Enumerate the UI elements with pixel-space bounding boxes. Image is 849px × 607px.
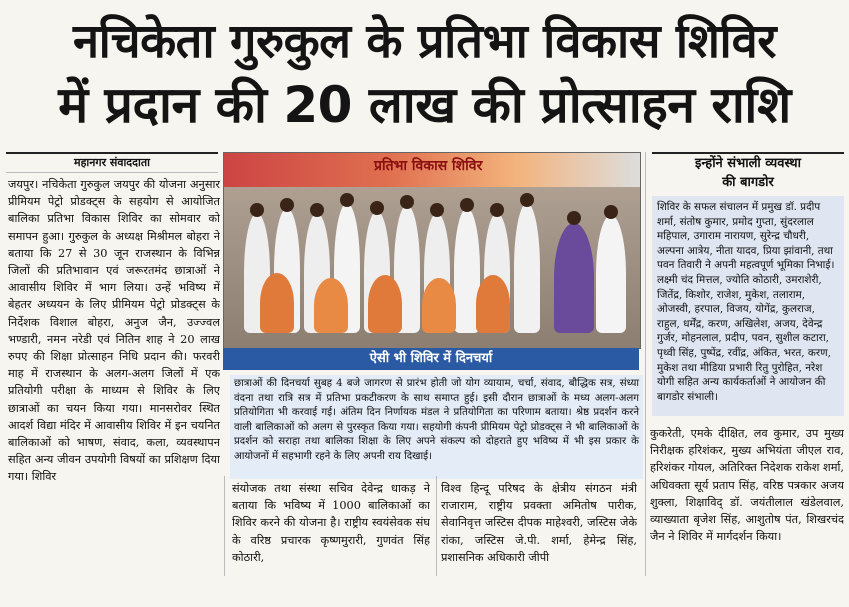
- column-divider: [645, 152, 646, 576]
- column-divider: [224, 476, 225, 576]
- sidebar-title-line-2: की बागडोर: [722, 175, 774, 190]
- sidebar-title-line-1: इन्होंने संभाली व्यवस्था: [695, 156, 801, 171]
- column-divider: [436, 476, 437, 576]
- sidebar-text: शिविर के सफल संचालन में प्रमुख डॉ. प्रदीप शर्मा, संतोष कुमार, प्रमोद गुप्ता, सुंदरलाल महिपाल, उगाराम नारायण, सुरेन्द्र चौधरी, अल्पना आत्रेय, नीता यादव, प्रिया झांवानी, तथा पवन तिवारी ने अपनी महत्वपूर्ण भूमिका निभाई। लक्ष्मी चंद मित्तल, ज्योति कोठारी, उमराशेरी, जितेंद्र, किशोर, राजेश, मुकेश, तलाराम, ओजस्वी, हरपाल, विजय, योगेंद्र, कुलराज, राहुल, धर्मेंद्र, करण, अखिलेश, अजय, देवेन्द्र गुर्जर, मोहनलाल, प्रदीप, पवन, सुशील कटारा, पृथ्वी सिंह, पुष्पेंद्र, रवींद्र, अंकित, भरत, करण, मुकेश तथा मीडिया प्रभारी रितु पुरोहित, नरेश योगी सहित अन्य कार्यकर्ताओं ने आयोजन की बागडोर संभाली।: [652, 196, 844, 416]
- headline-line-2: में प्रदान की 20 लाख की प्रोत्साहन राशि: [58, 76, 791, 134]
- headline-line-1: नचिकेता गुरुकुल के प्रतिभा विकास शिविर: [72, 14, 777, 69]
- article-column-1: जयपुर। नचिकेता गुरुकुल जयपुर की योजना अनुसार प्रीमियम पेट्रो प्रोडक्ट्स के सहयोग से आयोजित बालिका प्रतिभा विकास शिविर का सोमवार को समापन हुआ। गुरुकुल के अध्यक्ष मिश्रीमल बोहरा ने बताया कि 27 से 30 जून राजस्थान के विभिन्न जिलों की प्रतिभावान एवं जरूरतमंद छात्राओं ने आवासीय शिविर में भाग लिया। उन्हें भविष्य में बेहतर अध्ययन के लिए प्रीमियम पेट्रो प्रोडक्ट्स के निर्देशक विशाल बोहरा, अनुज जैन, उज्ज्वल भण्डारी, नमन नरेडी एवं नितिन शाह ने 20 लाख रुपए की शिक्षा प्रोत्साहन निधि प्रदान की। फरवरी माह में राजस्थान के अलग-अलग जिलों में एक प्रतियोगी परीक्षा के माध्यम से शिविर के लिए छात्राओं का चयन किया गया। मानसरोवर स्थित आदर्श विद्या मंदिर में आवासीय शिविर में इन चयनित बालिकाओं को भाषण, संवाद, कला, व्यवस्थापन सहित अन्य जीवन उपयोगी विषयों का प्रशिक्षण दिया गया। शिविर: [8, 178, 220, 484]
- article-column-3: विश्व हिन्दू परिषद के क्षेत्रीय संगठन मंत्री राजाराम, राष्ट्रीय प्रवक्ता अमितोष पारीक, सेवानिवृत्त जस्टिस दीपक माहेश्वरी, जस्टिस जेके रांका, जस्टिस जे.पी. शर्मा, हेमेन्द्र सिंह, प्रशासनिक अधिकारी जीपी: [441, 482, 637, 564]
- caption-box-title: ऐसी भी शिविर में दिनचर्या: [223, 348, 639, 370]
- headline: [0, 0, 849, 142]
- article-column-4: कुकरेती, एमके दीक्षित, लव कुमार, उप मुख्य निरीक्षक हरिशंकर, मुख्य अभियंता जीएल राव, हरिशंकर गोयल, अतिरिक्त निदेशक राकेश शर्मा, अधिवक्ता सूर्य प्रताप सिंह, वरिष्ठ पत्रकार अजय शुक्ला, शिक्षाविद् डॉ. जयंतीलाल खंडेलवाल, व्याख्याता बृजेश सिंह, आशुतोष पंत, शिखरचंद जैन ने शिविर में मार्गदर्शन किया।: [650, 427, 844, 544]
- photo-banner-text: प्रतिभा विकास शिविर: [374, 158, 483, 174]
- article-column-2: संयोजक तथा संस्था सचिव देवेन्द्र धाकड़ ने बताया कि भविष्य में 1000 बालिकाओं का शिविर करने की योजना है। राष्ट्रीय स्वयंसेवक संघ के वरिष्ठ प्रचारक कृष्णमुरारी, गुणवंत सिंह कोठारी,: [232, 482, 430, 564]
- sidebar-title: [652, 152, 844, 196]
- news-photo: [223, 152, 641, 349]
- byline: महानगर संवाददाता: [6, 152, 218, 173]
- caption-box-text: छात्राओं की दिनचर्या सुबह 4 बजे जागरण से प्रारंभ होती जो योग व्यायाम, चर्चा, संवाद, बौद्धिक सत्र, संध्या वंदना तथा रात्रि सत्र में प्रतिभा प्रकटीकरण के साथ समाप्त हुई। इसी दौरान छात्राओं के मध्य अलग-अलग प्रतियोगिता भी करवाई गई। अंतिम दिन निर्णायक मंडल ने प्रतियोगिता का परिणाम बताया। श्रेष्ठ प्रदर्शन करने वाली बालिकाओं को अलग से पुरस्कृत किया गया। सहयोगी कंपनी प्रीमियम पेट्रो प्रोडक्ट्स ने भी बालिकाओं के प्रदर्शन को सराहा तथा बालिका शिक्षा के लिए अपने संकल्प को दोहराते हुए भविष्य में भी इस प्रकार के आयोजनों में सहभागी रहने के लिए अपनी राय दिखाई।: [230, 375, 643, 479]
